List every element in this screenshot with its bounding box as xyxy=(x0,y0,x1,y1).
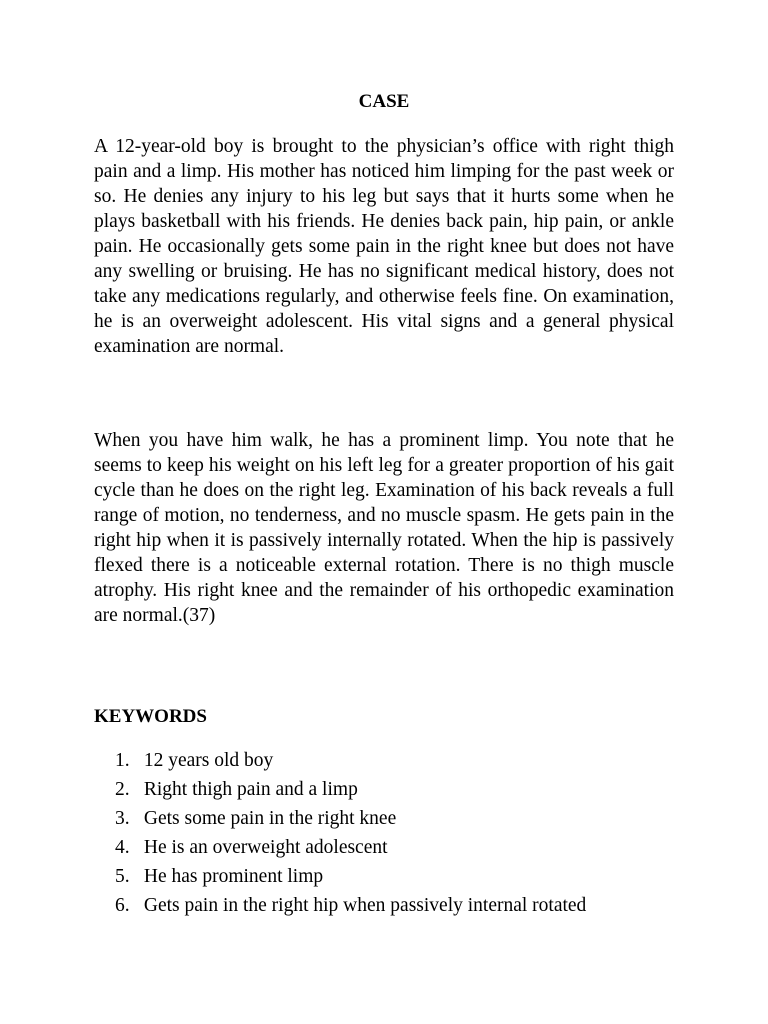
keyword-item xyxy=(115,775,715,804)
case-paragraph-examination: When you have him walk, he has a prominent limp. You note that he seems to keep his weight on his left leg for a greater proportion of his gait cycle than he does on the right leg. Examination of his back reveals a full range of motion, no tenderness, and no muscle spasm. He gets pain in the right hip when it is passively internally rotated. When the hip is passively flexed there is a noticeable external rotation. There is no thigh muscle atrophy. His right knee and the remainder of his orthopedic examination are normal.(37) xyxy=(94,430,674,626)
keyword-text: He has prominent limp xyxy=(143,866,324,887)
keyword-item xyxy=(115,891,715,920)
case-heading: CASE xyxy=(358,91,410,112)
keyword-item xyxy=(115,804,715,833)
keyword-number: 5. xyxy=(115,866,130,887)
keyword-item xyxy=(115,833,715,862)
keyword-text: He is an overweight adolescent xyxy=(143,837,388,858)
keyword-number: 3. xyxy=(115,808,130,829)
keyword-number: 4. xyxy=(115,837,130,858)
case-paragraph-history: A 12-year-old boy is brought to the physician’s office with right thigh pain and a limp. His mother has noticed him limping for the past week or so. He denies any injury to his leg but says that it hurts some when he plays basketball with his friends. He denies back pain, hip pain, or ankle pain. He occasionally gets some pain in the right knee but does not have any swelling or bruising. He has no significant medical history, does not take any medications regularly, and otherwise feels fine. On examination, he is an overweight adolescent. His vital signs and a general physical examination are normal. xyxy=(94,136,674,357)
keyword-item xyxy=(115,746,715,775)
keyword-number: 1. xyxy=(115,750,130,771)
keyword-text: Gets some pain in the right knee xyxy=(143,808,397,829)
keyword-text: Right thigh pain and a limp xyxy=(143,779,358,800)
keywords-heading: KEYWORDS xyxy=(94,706,207,727)
keywords-list xyxy=(115,746,715,920)
keyword-text: 12 years old boy xyxy=(143,750,274,771)
keyword-number: 6. xyxy=(115,895,130,916)
keyword-item xyxy=(115,862,715,891)
keyword-number: 2. xyxy=(115,779,130,800)
keyword-text: Gets pain in the right hip when passively internal rotated xyxy=(143,895,587,916)
